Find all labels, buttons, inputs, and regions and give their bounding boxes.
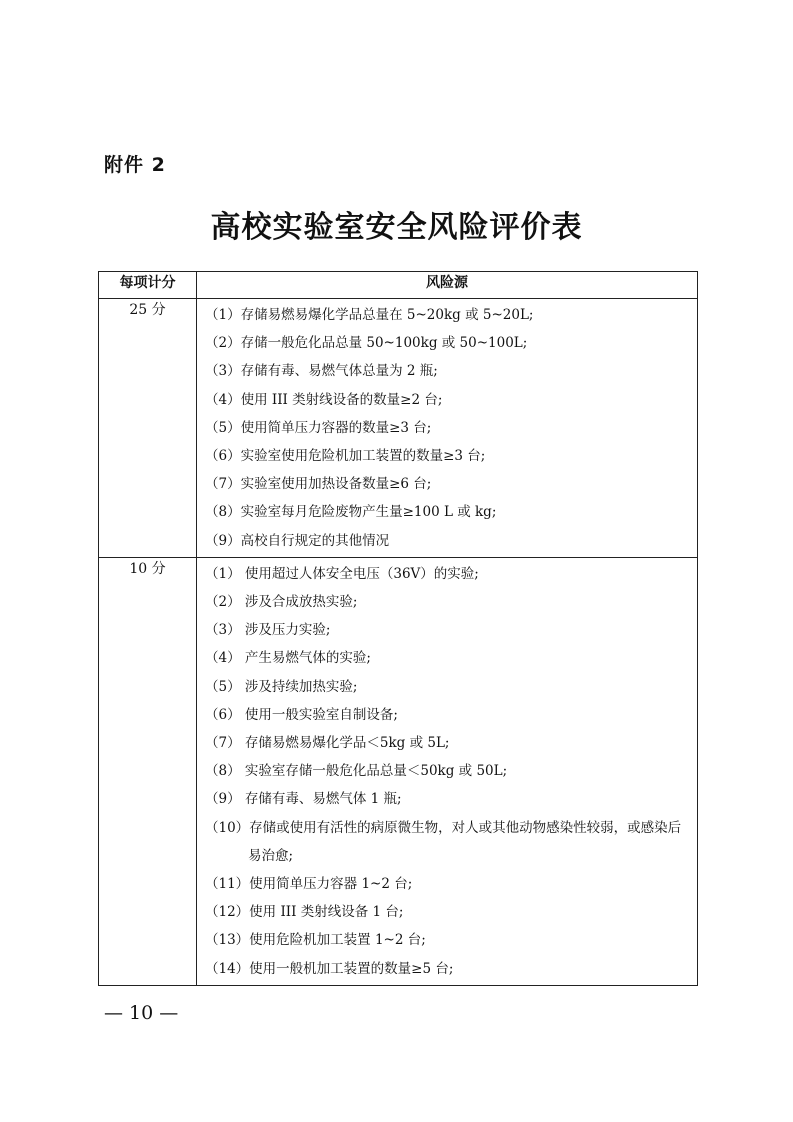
list-item: （2）存储一般危化品总量 50~100kg 或 50~100L;	[205, 335, 528, 352]
list-item: （1） 使用超过人体安全电压（36V）的实验;	[205, 565, 479, 582]
risk-source-cell-25	[197, 299, 698, 558]
list-item: （11）使用简单压力容器 1~2 台;	[205, 876, 413, 893]
list-item: （6）实验室使用危险机加工装置的数量≥3 台;	[205, 448, 486, 465]
list-item: （3）存储有毒、易燃气体总量为 2 瓶;	[205, 363, 438, 380]
list-item: （9）高校自行规定的其他情况	[205, 532, 390, 549]
list-item: （3） 涉及压力实验;	[205, 622, 331, 639]
table-row-25	[99, 299, 698, 558]
list-item: （12）使用 III 类射线设备 1 台;	[205, 904, 404, 921]
page-number: — 10 —	[104, 1002, 179, 1024]
table-row-10	[99, 557, 698, 985]
list-item: （2） 涉及合成放热实验;	[205, 594, 358, 611]
attachment-label: 附件 2	[104, 154, 166, 176]
list-item: （10）存储或使用有活性的病原微生物，对人或其他动物感染性较弱，或感染后易治愈;	[205, 819, 682, 864]
list-item: （7）实验室使用加热设备数量≥6 台;	[205, 476, 432, 493]
list-item: （5） 涉及持续加热实验;	[205, 678, 358, 695]
list-item: （13）使用危险机加工装置 1~2 台;	[205, 932, 426, 949]
score-cell-25: 25 分	[99, 299, 197, 558]
score-cell-10: 10 分	[99, 557, 197, 985]
list-item: （1）存储易燃易爆化学品总量在 5~20kg 或 5~20L;	[205, 307, 534, 323]
list-item: （4） 产生易燃气体的实验;	[205, 650, 371, 667]
risk-source-cell-10	[197, 557, 698, 985]
table-header-row	[99, 272, 698, 299]
list-item: （9） 存储有毒、易燃气体 1 瓶;	[205, 791, 402, 808]
risk-assessment-table	[98, 271, 698, 986]
list-item: （14）使用一般机加工装置的数量≥5 台;	[205, 960, 454, 977]
list-item: （6） 使用一般实验室自制设备;	[205, 706, 398, 723]
list-item: （4）使用 III 类射线设备的数量≥2 台;	[205, 391, 443, 408]
list-item: （5）使用简单压力容器的数量≥3 台;	[205, 419, 432, 436]
list-item: （8）实验室每月危险废物产生量≥100 L 或 kg;	[205, 504, 497, 521]
column-header-risk-source: 风险源	[197, 272, 698, 299]
document-title: 高校实验室安全风险评价表	[210, 210, 583, 245]
column-header-score: 每项计分	[99, 272, 197, 299]
list-item: （7） 存储易燃易爆化学品＜5kg 或 5L;	[205, 735, 450, 752]
list-item: （8） 实验室存储一般危化品总量＜50kg 或 50L;	[205, 763, 508, 780]
